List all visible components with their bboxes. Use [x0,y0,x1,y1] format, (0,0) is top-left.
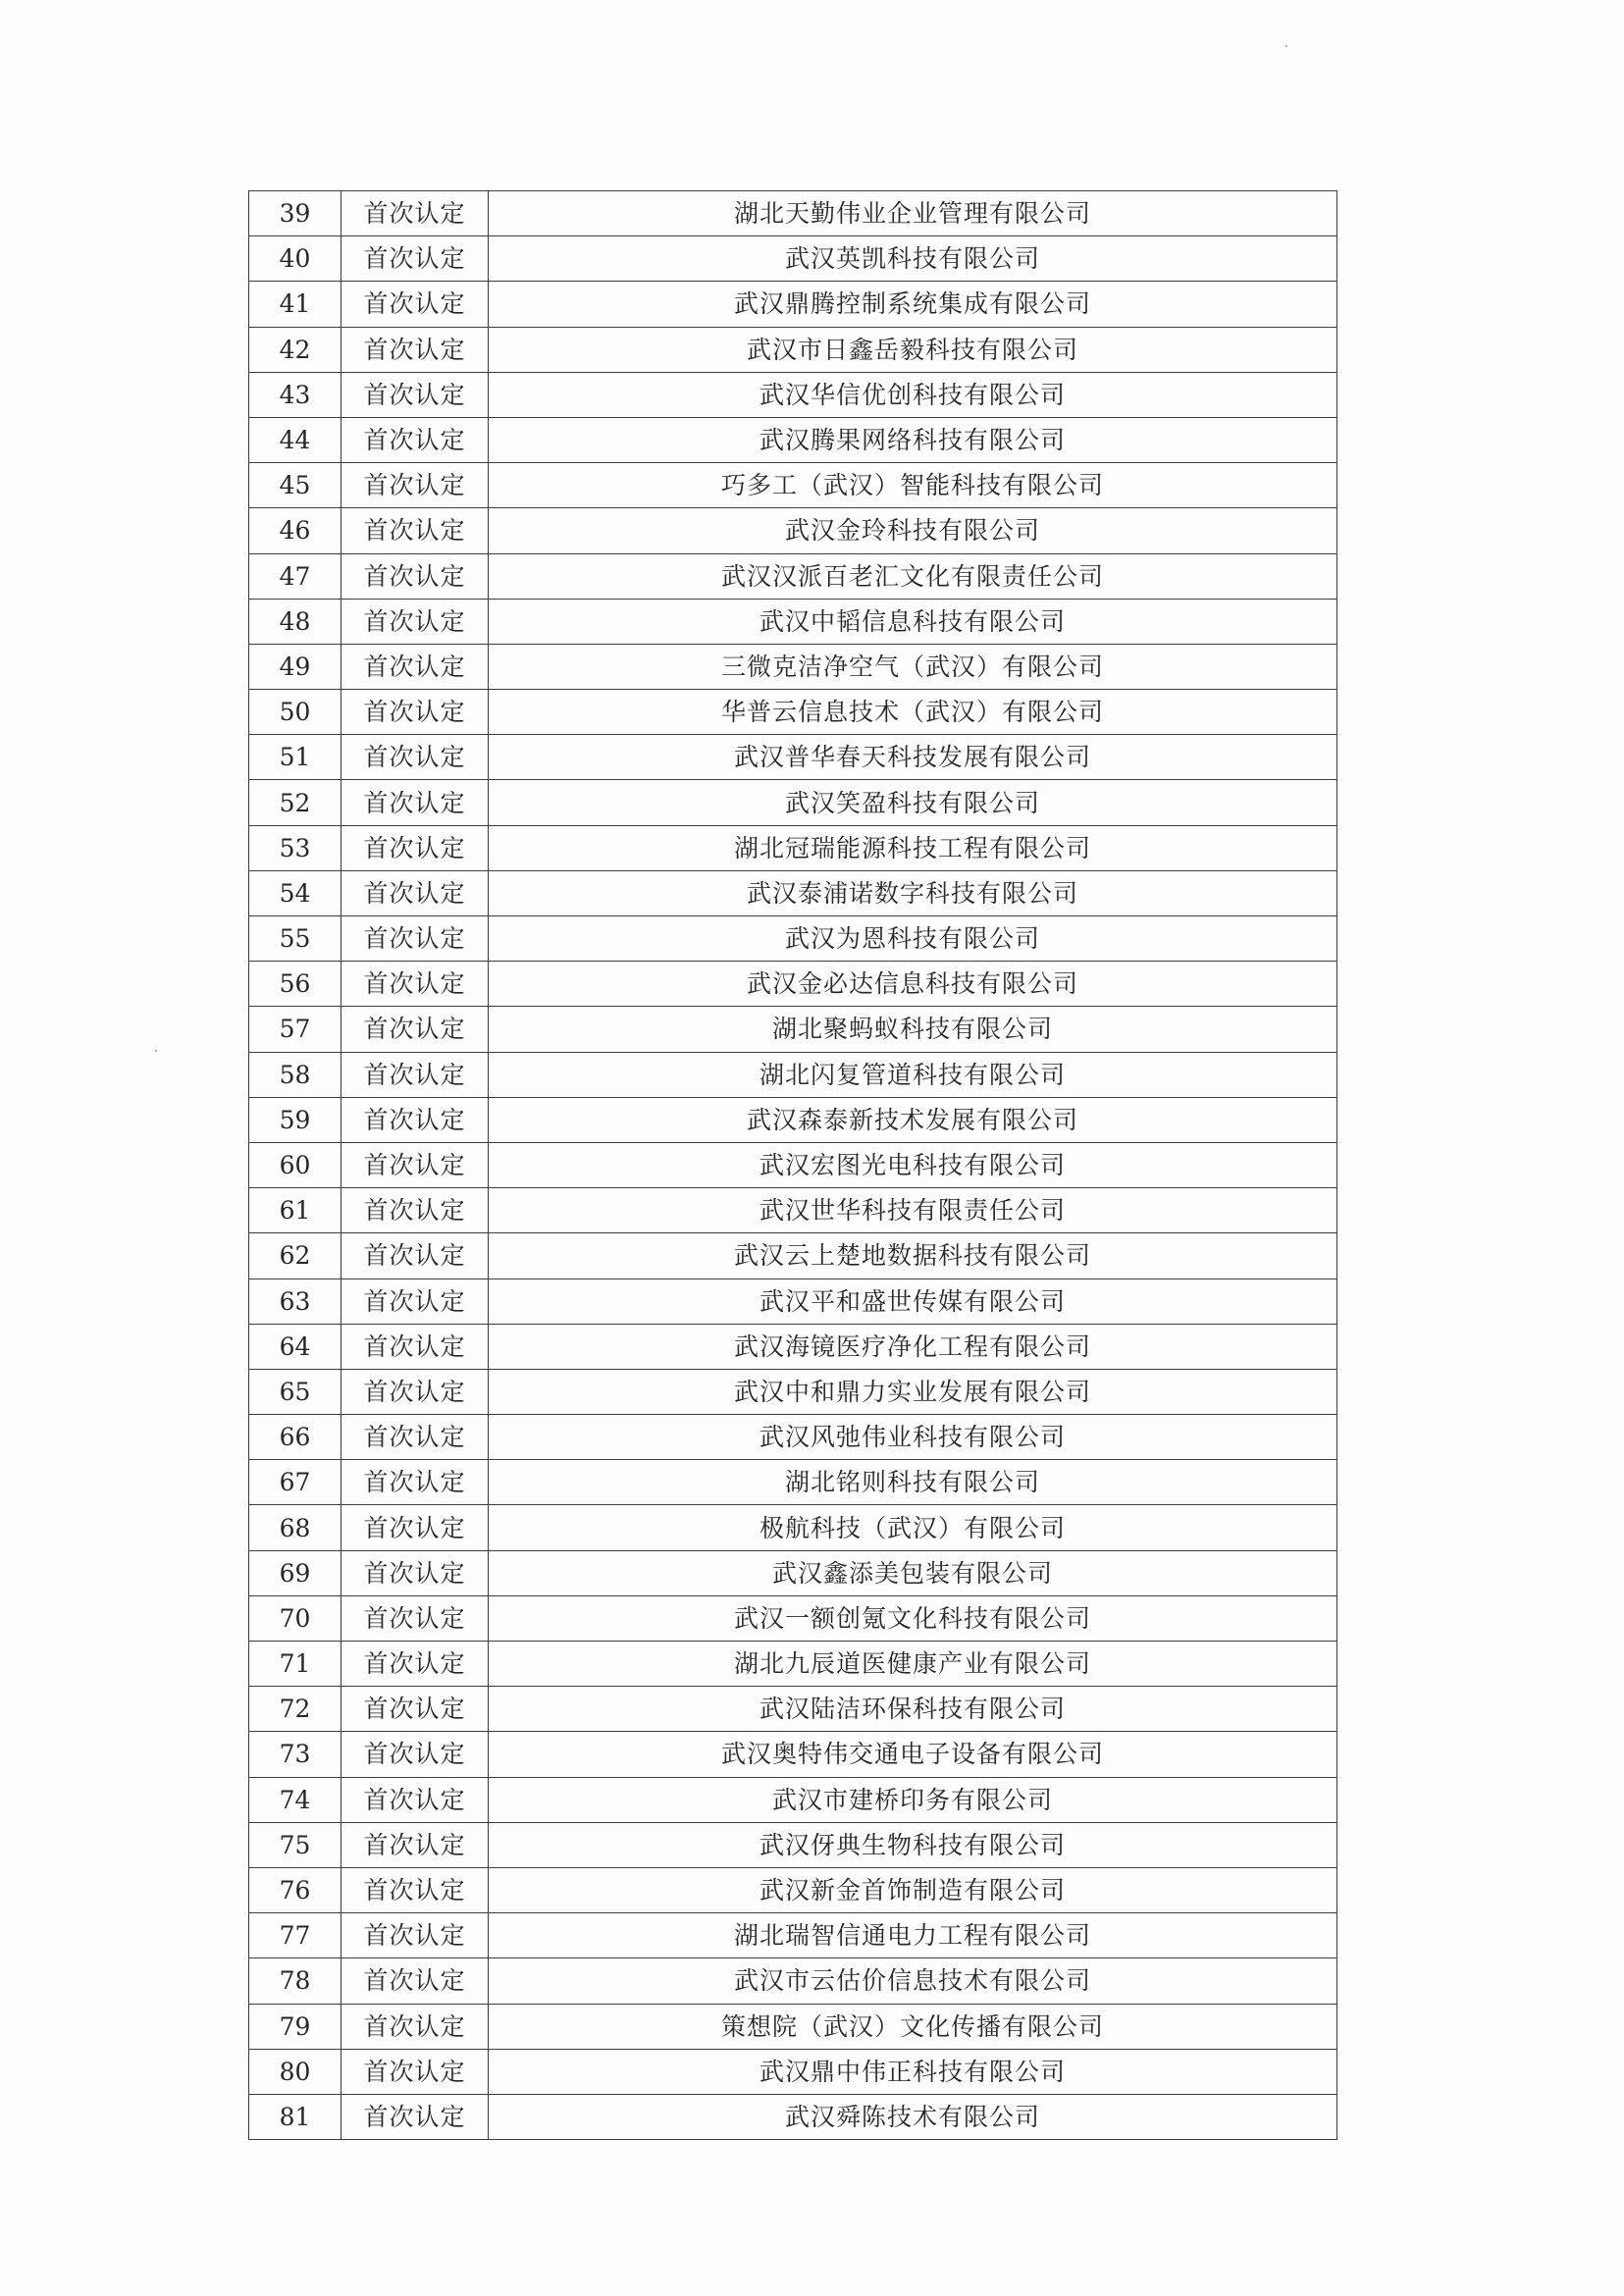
table-row [249,191,1337,236]
table-row [249,1142,1337,1187]
certification-type: 首次认定 [341,1324,489,1369]
company-name: 武汉鼎中伟正科技有限公司 [489,2049,1337,2094]
table-row [249,916,1337,962]
company-name: 武汉泰浦诺数字科技有限公司 [489,870,1337,915]
certification-type: 首次认定 [341,1369,489,1414]
certification-type: 首次认定 [341,1777,489,1822]
company-name: 武汉森泰新技术发展有限公司 [489,1097,1337,1142]
table-row [249,463,1337,508]
row-number: 41 [249,282,341,327]
row-number: 58 [249,1052,341,1097]
row-number: 60 [249,1142,341,1187]
row-number: 65 [249,1369,341,1414]
certification-type: 首次认定 [341,553,489,599]
company-name: 武汉伢典生物科技有限公司 [489,1822,1337,1867]
company-name: 武汉新金首饰制造有限公司 [489,1867,1337,1912]
certification-type: 首次认定 [341,1687,489,1732]
certification-type: 首次认定 [341,1505,489,1550]
table-row [249,1324,1337,1369]
table-row [249,1867,1337,1912]
table-row [249,962,1337,1007]
table-row [249,2049,1337,2094]
table-body [249,191,1337,2140]
table-row [249,1052,1337,1097]
row-number: 66 [249,1415,341,1460]
company-name: 武汉华信优创科技有限公司 [489,372,1337,417]
table-row [249,236,1337,282]
row-number: 44 [249,417,341,462]
company-name: 湖北铭则科技有限公司 [489,1460,1337,1505]
company-name: 湖北天勤伟业企业管理有限公司 [489,191,1337,236]
table-row [249,2094,1337,2139]
company-name: 武汉金玲科技有限公司 [489,508,1337,553]
row-number: 57 [249,1007,341,1052]
certification-type: 首次认定 [341,599,489,644]
certification-type: 首次认定 [341,1913,489,1958]
certification-type: 首次认定 [341,327,489,372]
table-row [249,780,1337,825]
company-name: 武汉市建桥印务有限公司 [489,1777,1337,1822]
company-name: 武汉鼎腾控制系统集成有限公司 [489,282,1337,327]
certification-type: 首次认定 [341,2094,489,2139]
row-number: 45 [249,463,341,508]
row-number: 74 [249,1777,341,1822]
certification-type: 首次认定 [341,916,489,962]
certification-type: 首次认定 [341,825,489,870]
row-number: 52 [249,780,341,825]
certification-type: 首次认定 [341,1732,489,1777]
company-name: 武汉风弛伟业科技有限公司 [489,1415,1337,1460]
company-name: 武汉世华科技有限责任公司 [489,1188,1337,1233]
certification-type: 首次认定 [341,1052,489,1097]
table-row [249,1642,1337,1687]
row-number: 39 [249,191,341,236]
company-name: 武汉金必达信息科技有限公司 [489,962,1337,1007]
table-row [249,1958,1337,2004]
table-row [249,1415,1337,1460]
company-name: 湖北瑞智信通电力工程有限公司 [489,1913,1337,1958]
row-number: 81 [249,2094,341,2139]
company-name: 武汉市日鑫岳毅科技有限公司 [489,327,1337,372]
certification-type: 首次认定 [341,282,489,327]
table-row [249,2004,1337,2049]
company-name: 武汉普华春天科技发展有限公司 [489,735,1337,780]
certification-type: 首次认定 [341,962,489,1007]
certification-type: 首次认定 [341,1188,489,1233]
certification-type: 首次认定 [341,1550,489,1595]
table-row [249,825,1337,870]
certification-type: 首次认定 [341,1822,489,1867]
row-number: 59 [249,1097,341,1142]
row-number: 46 [249,508,341,553]
table-row [249,1687,1337,1732]
row-number: 61 [249,1188,341,1233]
table-row [249,870,1337,915]
certification-type: 首次认定 [341,463,489,508]
scan-speck [155,1050,157,1052]
table-row [249,417,1337,462]
table-row [249,508,1337,553]
certification-type: 首次认定 [341,236,489,282]
certification-type: 首次认定 [341,870,489,915]
row-number: 62 [249,1233,341,1278]
company-name: 武汉奥特伟交通电子设备有限公司 [489,1732,1337,1777]
table-row [249,327,1337,372]
table-row [249,1233,1337,1278]
table-row [249,1460,1337,1505]
company-name: 武汉中韬信息科技有限公司 [489,599,1337,644]
certification-type: 首次认定 [341,1142,489,1187]
table-row [249,1777,1337,1822]
company-name: 湖北聚蚂蚁科技有限公司 [489,1007,1337,1052]
row-number: 76 [249,1867,341,1912]
row-number: 49 [249,644,341,689]
row-number: 80 [249,2049,341,2094]
scan-speck [1285,45,1287,47]
company-name: 武汉鑫添美包装有限公司 [489,1550,1337,1595]
table-row [249,735,1337,780]
company-name: 武汉宏图光电科技有限公司 [489,1142,1337,1187]
table-row [249,1913,1337,1958]
certification-type: 首次认定 [341,191,489,236]
row-number: 63 [249,1278,341,1324]
company-name: 湖北九辰道医健康产业有限公司 [489,1642,1337,1687]
row-number: 69 [249,1550,341,1595]
table-row [249,1595,1337,1641]
company-name: 策想院（武汉）文化传播有限公司 [489,2004,1337,2049]
company-name: 华普云信息技术（武汉）有限公司 [489,690,1337,735]
row-number: 40 [249,236,341,282]
company-name: 武汉市云估价信息技术有限公司 [489,1958,1337,2004]
table-row [249,1188,1337,1233]
company-name: 湖北冠瑞能源科技工程有限公司 [489,825,1337,870]
table-row [249,599,1337,644]
company-list-table [248,190,1337,2140]
company-name: 武汉笑盈科技有限公司 [489,780,1337,825]
row-number: 43 [249,372,341,417]
certification-type: 首次认定 [341,690,489,735]
company-name: 武汉海镜医疗净化工程有限公司 [489,1324,1337,1369]
row-number: 48 [249,599,341,644]
row-number: 75 [249,1822,341,1867]
table-row [249,282,1337,327]
table-row [249,1732,1337,1777]
certification-type: 首次认定 [341,1007,489,1052]
certification-type: 首次认定 [341,372,489,417]
company-name: 武汉一额创氪文化科技有限公司 [489,1595,1337,1641]
company-name: 武汉平和盛世传媒有限公司 [489,1278,1337,1324]
row-number: 55 [249,916,341,962]
company-name: 武汉腾果网络科技有限公司 [489,417,1337,462]
row-number: 72 [249,1687,341,1732]
company-name: 武汉舜陈技术有限公司 [489,2094,1337,2139]
row-number: 56 [249,962,341,1007]
row-number: 70 [249,1595,341,1641]
company-name: 武汉云上楚地数据科技有限公司 [489,1233,1337,1278]
table-row [249,553,1337,599]
table-row [249,1007,1337,1052]
row-number: 51 [249,735,341,780]
certification-type: 首次认定 [341,417,489,462]
table-row [249,1505,1337,1550]
table-row [249,1822,1337,1867]
company-name: 三微克洁净空气（武汉）有限公司 [489,644,1337,689]
table-row [249,690,1337,735]
row-number: 77 [249,1913,341,1958]
company-name: 武汉汉派百老汇文化有限责任公司 [489,553,1337,599]
row-number: 42 [249,327,341,372]
certification-type: 首次认定 [341,1642,489,1687]
certification-type: 首次认定 [341,2004,489,2049]
certification-type: 首次认定 [341,1958,489,2004]
company-name: 极航科技（武汉）有限公司 [489,1505,1337,1550]
table-row [249,644,1337,689]
certification-type: 首次认定 [341,1233,489,1278]
row-number: 73 [249,1732,341,1777]
certification-type: 首次认定 [341,780,489,825]
certification-type: 首次认定 [341,644,489,689]
certification-type: 首次认定 [341,2049,489,2094]
row-number: 47 [249,553,341,599]
row-number: 78 [249,1958,341,2004]
table-row [249,1369,1337,1414]
row-number: 67 [249,1460,341,1505]
company-name: 武汉陆洁环保科技有限公司 [489,1687,1337,1732]
certification-type: 首次认定 [341,1867,489,1912]
row-number: 50 [249,690,341,735]
table-row [249,1097,1337,1142]
certification-type: 首次认定 [341,508,489,553]
table-row [249,372,1337,417]
certification-type: 首次认定 [341,1460,489,1505]
row-number: 79 [249,2004,341,2049]
row-number: 64 [249,1324,341,1369]
row-number: 68 [249,1505,341,1550]
company-name: 武汉中和鼎力实业发展有限公司 [489,1369,1337,1414]
table-row [249,1278,1337,1324]
certification-type: 首次认定 [341,1595,489,1641]
row-number: 53 [249,825,341,870]
row-number: 71 [249,1642,341,1687]
certification-type: 首次认定 [341,735,489,780]
certification-type: 首次认定 [341,1415,489,1460]
company-name: 武汉英凯科技有限公司 [489,236,1337,282]
company-name: 武汉为恩科技有限公司 [489,916,1337,962]
table-row [249,1550,1337,1595]
certification-type: 首次认定 [341,1097,489,1142]
company-name: 巧多工（武汉）智能科技有限公司 [489,463,1337,508]
company-name: 湖北闪复管道科技有限公司 [489,1052,1337,1097]
certification-type: 首次认定 [341,1278,489,1324]
row-number: 54 [249,870,341,915]
